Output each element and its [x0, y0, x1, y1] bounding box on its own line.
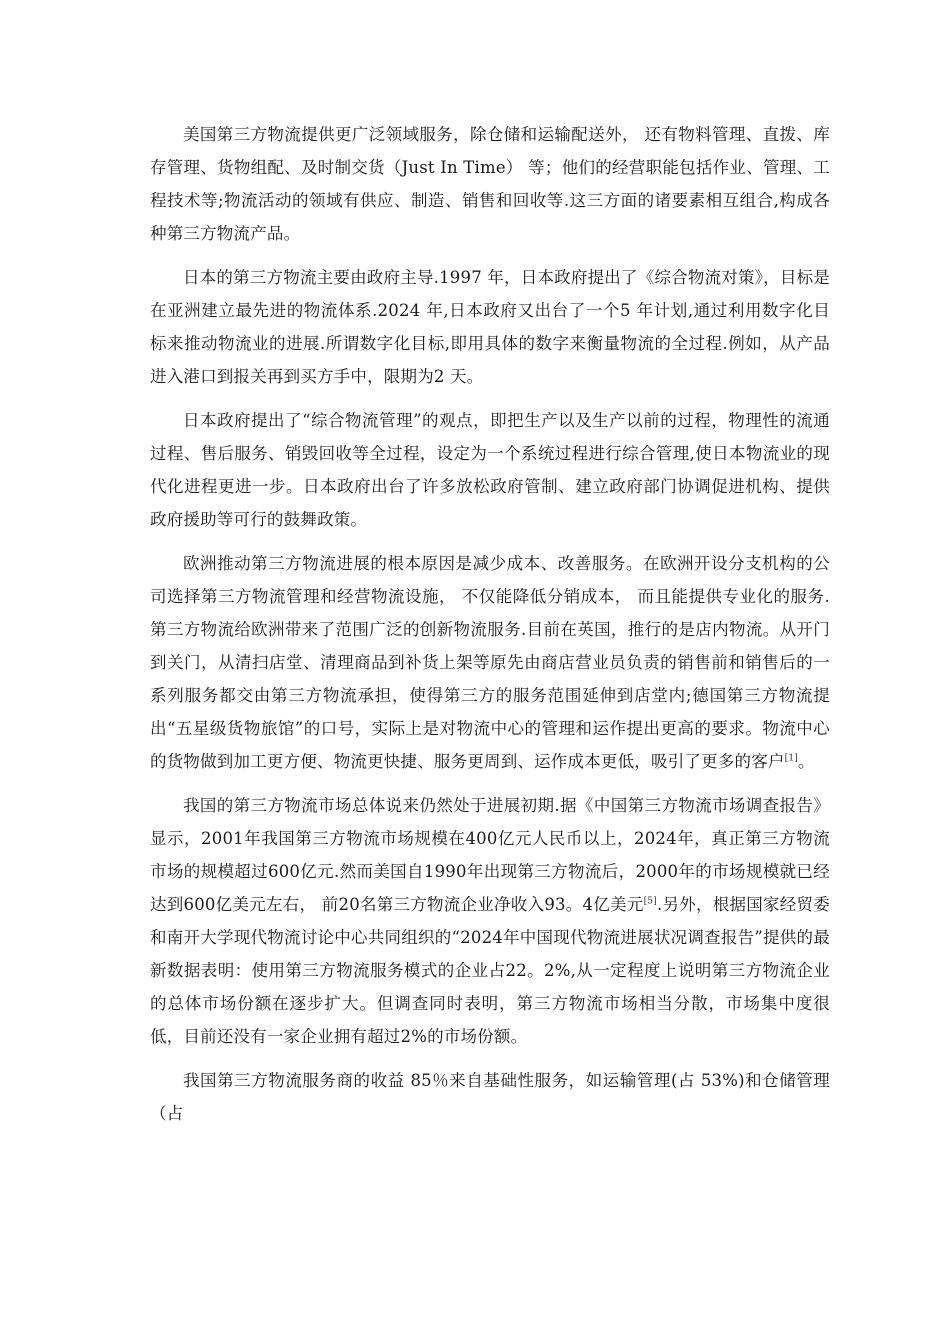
paragraph-china-revenue — [150, 1064, 830, 1130]
paragraph-japan-logistics — [150, 261, 830, 393]
paragraph-text: 我国第三方物流服务商的收益 85％来自基础性服务，如运输管理(占 53%)和仓储管理（占 — [150, 1071, 830, 1123]
document-body — [150, 118, 830, 1141]
paragraph-text: 我国的第三方物流市场总体说来仍然处于进展初期.据《中国第三方物流市场调查报告》显示，2001年我国第三方物流市场规模在400亿元人民币以上，2024年，真正第三方物流市场的规模超过600亿元.然而美国自1990年出现第三方物流后，2000年的市场规模就已经达到600亿美元左右， 前20名第三方物流企业净收入93。4亿美元 — [150, 796, 830, 914]
paragraph-tail: .另外，根据国家经贸委和南开大学现代物流讨论中心共同组织的“2024年中国现代物流进展状况调查报告”提供的最新数据表明：使用第三方物流服务模式的企业占22。2%,从一定程度上说明第三方物流企业的总体市场份额在逐步扩大。但调查同时表明，第三方物流市场相当分散，市场集中度很低，目前还没有一家企业拥有超过2%的市场份额。 — [150, 895, 831, 1046]
citation-ref: [5] — [643, 896, 657, 907]
paragraph-text: 日本的第三方物流主要由政府主导.1997 年，日本政府提出了《综合物流对策》，目标是在亚洲建立最先进的物流体系.2024 年,日本政府又出台了一个5 年计划,通过利用数字化目标来推动物流业的进展.所谓数字化目标,即用具体的数字来衡量物流的全过程.例如，从产品进入港口到报关再到买方手中，限期为2 天。 — [150, 268, 830, 386]
paragraph-china-market — [150, 789, 830, 1053]
paragraph-tail: 。 — [797, 752, 815, 771]
paragraph-text: 美国第三方物流提供更广泛领域服务，除仓储和运输配送外， 还有物料管理、直拨、库存管理、货物组配、及时制交货（Just In Time） 等；他们的经营职能包括作业、管理、工程技术等;物流活动的领域有供应、制造、销售和回收等.这三方面的诸要素相互组合,构成各种第三方物流产品。 — [150, 125, 830, 243]
paragraph-text: 欧洲推动第三方物流进展的根本原因是减少成本、改善服务。在欧洲开设分支机构的公司选择第三方物流管理和经营物流设施， 不仅能降低分销成本， 而且能提供专业化的服务.第三方物流给欧洲带来了范围广泛的创新物流服务.目前在英国，推行的是店内物流。从开门到关门，从清扫店堂、清理商品到补货上架等原先由商店营业员负责的销售前和销售后的一系列服务都交由第三方物流承担，使得第三方的服务范围延伸到店堂内;德国第三方物流提出“五星级货物旅馆”的口号，实际上是对物流中心的管理和运作提出更高的要求。物流中心的货物做到加工更方便、物流更快捷、服务更周到、运作成本更低，吸引了更多的客户 — [150, 554, 830, 771]
paragraph-europe-logistics — [150, 547, 830, 778]
paragraph-japan-policy — [150, 404, 830, 536]
paragraph-us-logistics — [150, 118, 830, 250]
paragraph-text: 日本政府提出了“综合物流管理”的观点，即把生产以及生产以前的过程，物理性的流通过程、售后服务、销毁回收等全过程，设定为一个系统过程进行综合管理,使日本物流业的现代化进程更进一步。日本政府出台了许多放松政府管制、建立政府部门协调促进机构、提供政府援助等可行的鼓舞政策。 — [150, 411, 830, 529]
citation-ref: [1] — [784, 753, 798, 764]
